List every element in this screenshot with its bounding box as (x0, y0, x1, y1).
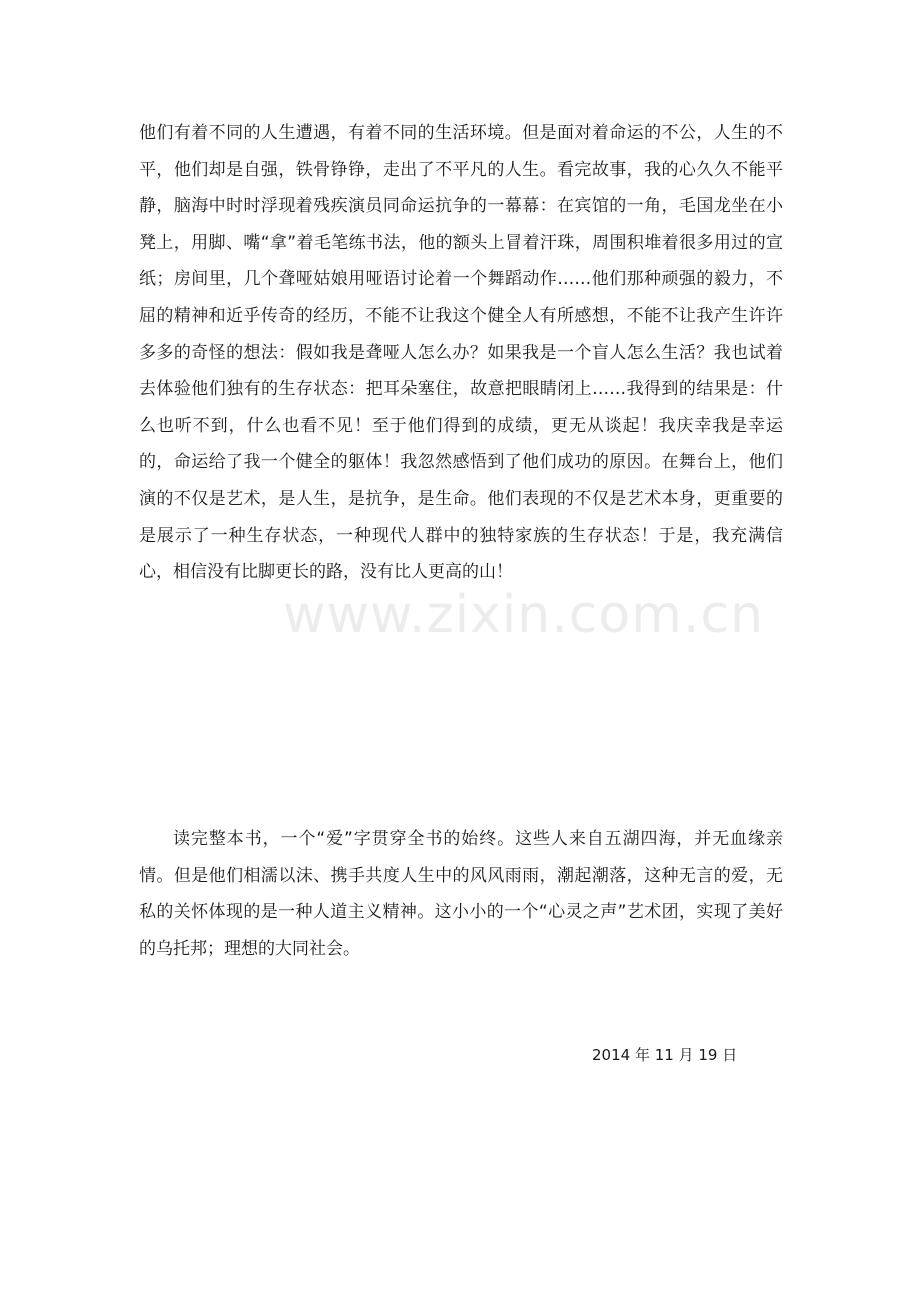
body-paragraph-1: 他们有着不同的人生遭遇，有着不同的生活环境。但是面对着命运的不公，人生的不平，他们却是自强，铁骨铮铮，走出了不平凡的人生。看完故事，我的心久久不能平静，脑海中时时浮现着残疾演员同命运抗争的一幕幕：在宾馆的一角，毛国龙坐在小凳上，用脚、嘴“拿”着毛笔练书法，他的额头上冒着汗珠，周围积堆着很多用过的宣纸；房间里，几个聋哑姑娘用哑语讨论着一个舞蹈动作……他们那种顽强的毅力，不屈的精神和近乎传奇的经历，不能不让我这个健全人有所感想，不能不让我产生许许多多的奇怪的想法：假如我是聋哑人怎么办？如果我是一个盲人怎么生活？我也试着去体验他们独有的生存状态：把耳朵塞住，故意把眼睛闭上……我得到的结果是：什么也听不到，什么也看不见！至于他们得到的成绩，更无从谈起！我庆幸我是幸运的，命运给了我一个健全的躯体！我忽然感悟到了他们成功的原因。在舞台上，他们演的不仅是艺术，是人生，是抗争，是生命。他们表现的不仅是艺术本身，更重要的是展示了一种生存状态，一种现代人群中的独特家族的生存状态！于是，我充满信心，相信没有比脚更长的路，没有比人更高的山！ (139, 123, 783, 583)
document-date: 2014 年 11 月 19 日 (592, 1046, 738, 1064)
body-paragraph-2: 读完整本书，一个“爱”字贯穿全书的始终。这些人来自五湖四海，并无血缘亲情。但是他们相濡以沫、携手共度人生中的风风雨雨，潮起潮落，这种无言的爱，无私的关怀体现的是一种人道主义精神。这小小的一个“心灵之声”艺术团，实现了美好的乌托邦；理想的大同社会。 (139, 829, 783, 959)
watermark-text: www.zixin.com.cn (283, 585, 764, 645)
